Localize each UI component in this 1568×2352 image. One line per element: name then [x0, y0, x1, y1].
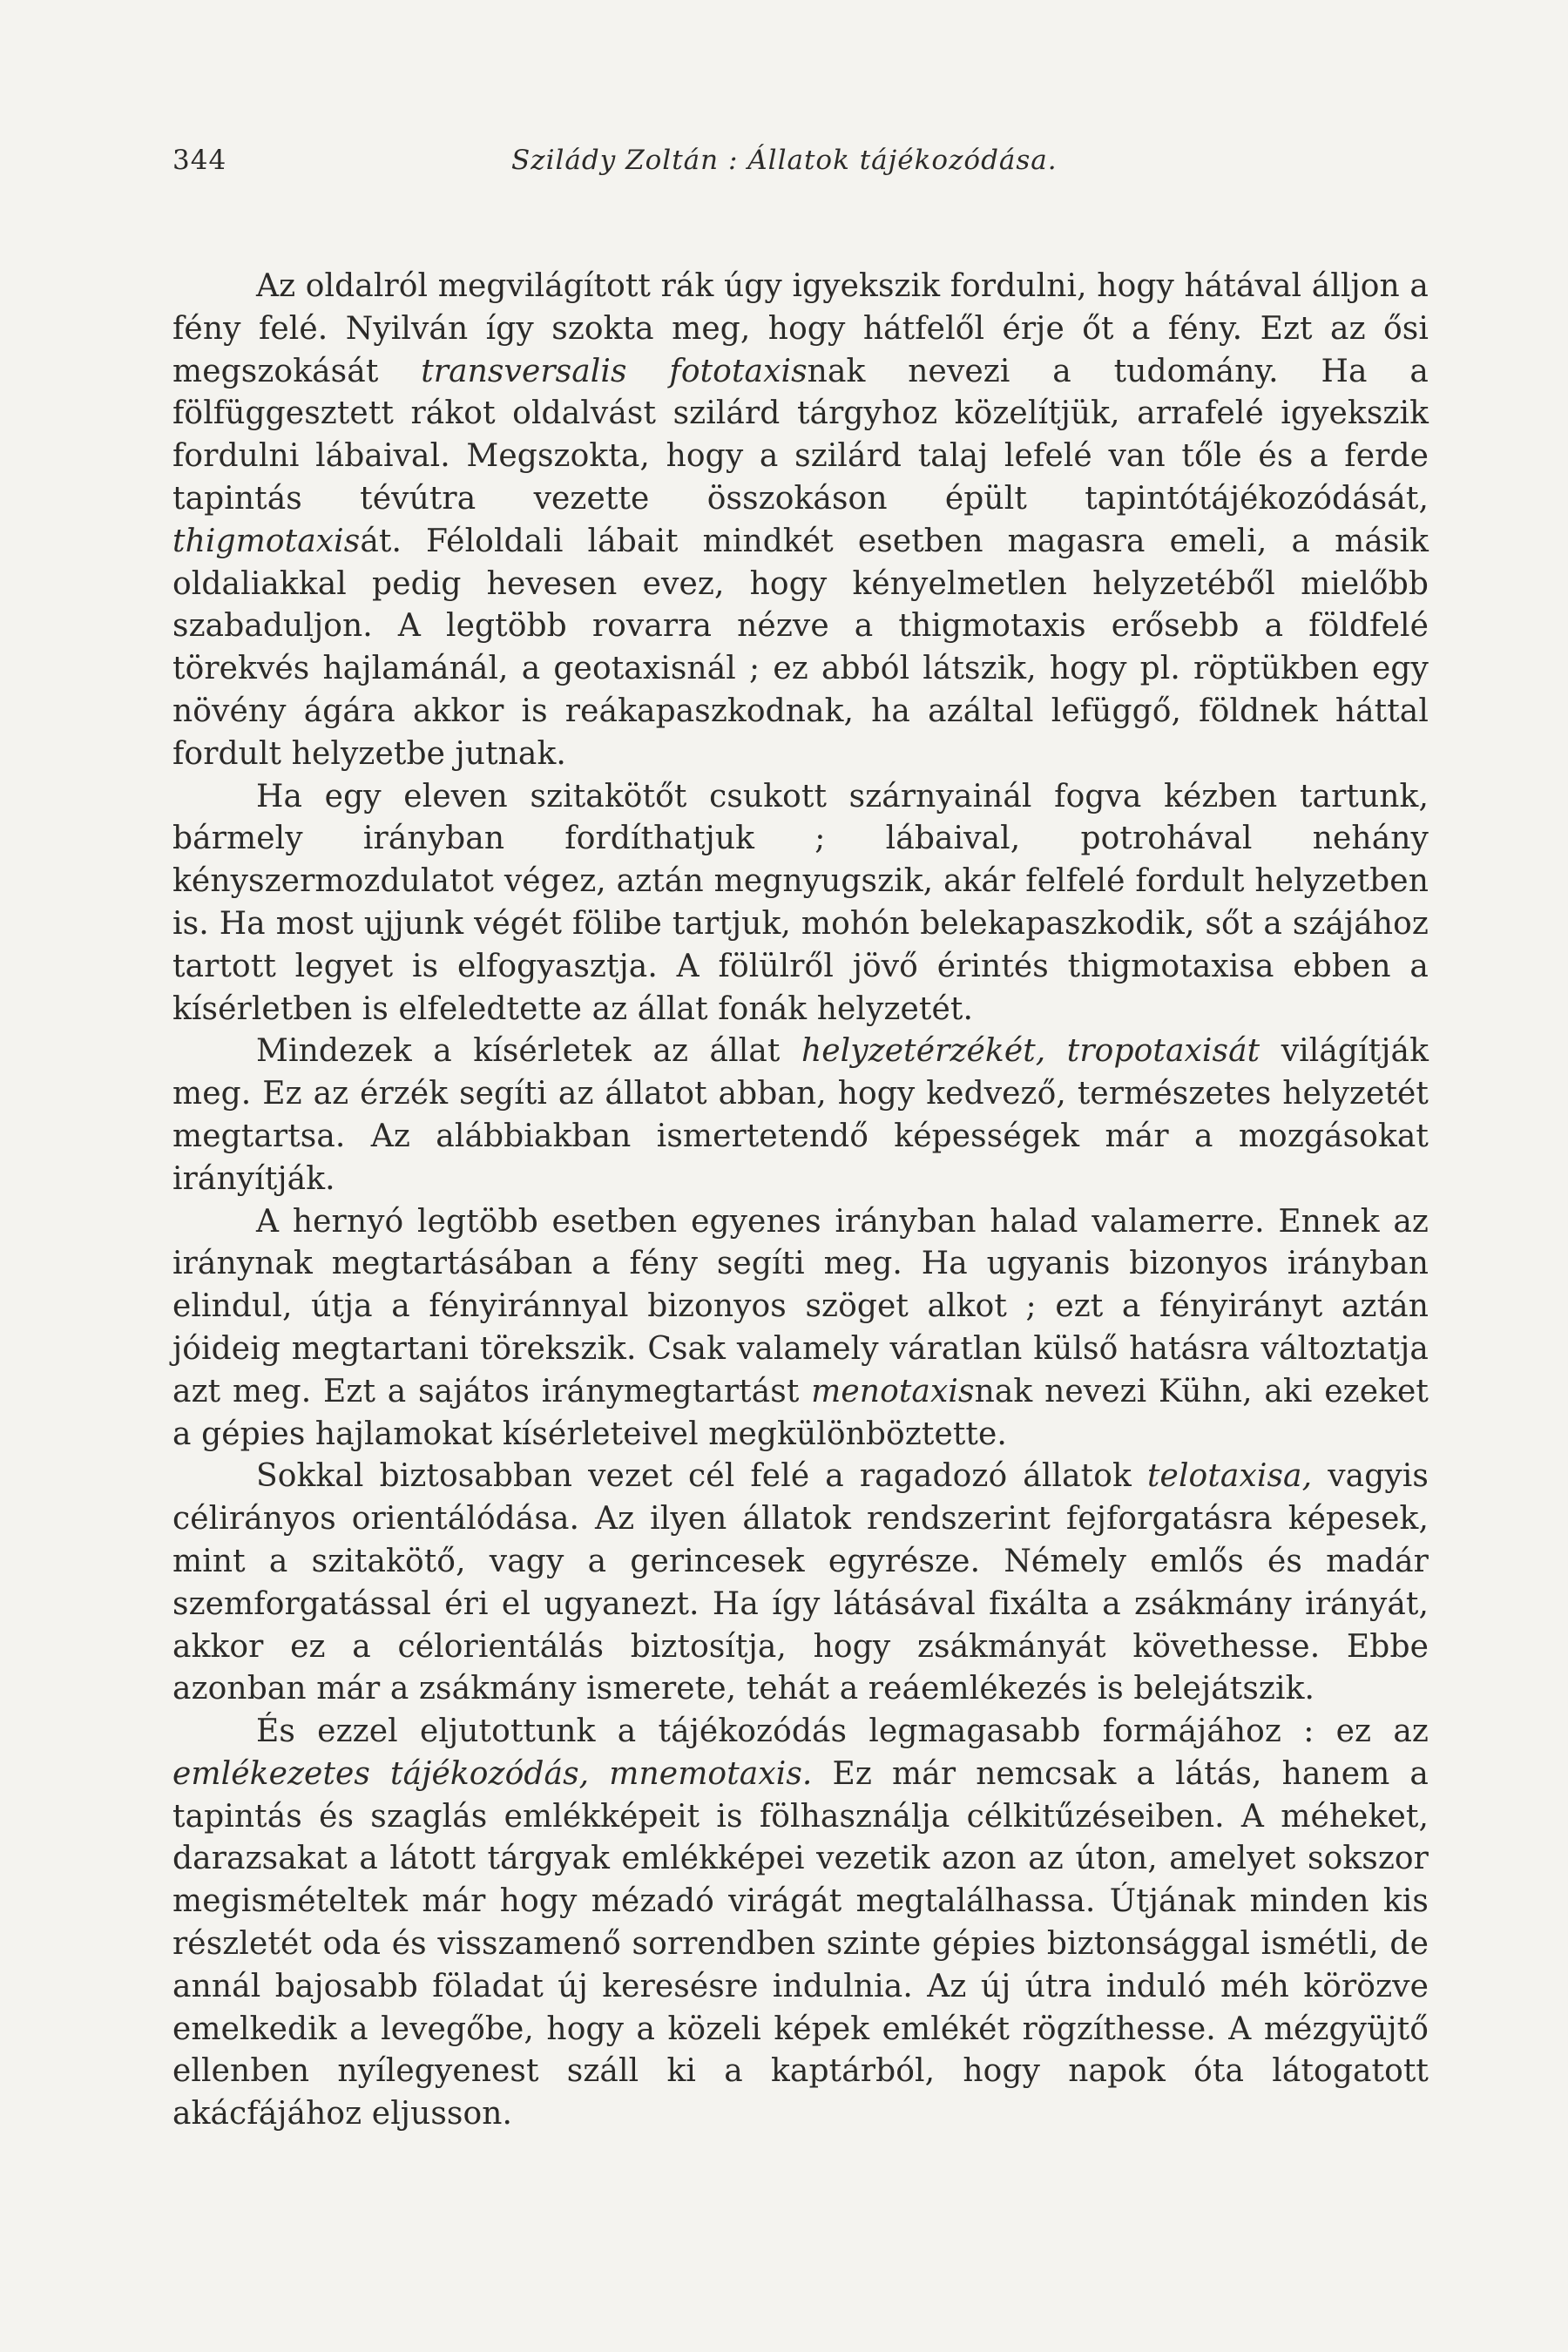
italic-term: menotaxis [811, 1373, 975, 1409]
page-header [172, 139, 1427, 181]
paragraph-5 [172, 1456, 1429, 1711]
text-run: Mindezek a kísérletek az állat [256, 1033, 801, 1070]
text-run: A hernyó legtöbb esetben egyenes irányban halad valamerre. Ennek az iránynak megtartásában a fény segíti meg. Ha ugyanis bizonyos irányban elindul, útja a fényiránnyal bizonyos szöget alkot ; ezt a fényirányt aztán jóideig megtartani törekszik. Csak valamely váratlan külső hatásra változtatja azt meg. Ezt a sajátos iránymegtartást [172, 1203, 1429, 1409]
text-run: Az oldalról megvilágított rák úgy igyekszik fordulni, hogy hátával álljon a fény felé. Nyilván így szokta meg, hogy hátfelől érje őt a fény. Ezt az ősi megszokását [172, 268, 1429, 389]
text-run: nak nevezi Kühn, aki ezeket a gépies hajlamokat kísérleteivel megkülönböztette. [172, 1373, 1429, 1452]
text-run: Ez már nemcsak a látás, hanem a tapintás és szaglás emlékképeit is fölhasználja célkitűzéseiben. A méheket, darazsakat a látott tárgyak emlékképei vezetik azon az úton, amelyet sokszor megismételtek már hogy mézadó virágát megtalálhassa. Útjának minden kis részletét oda és visszamenő sorrendben szinte gépies biztonsággal ismétli, de annál bajosabb föladat új keresésre indulnia. Az új útra induló méh körözve emelkedik a levegőbe, hogy a közeli képek emlékét rögzíthesse. A mézgyüjtő ellenben nyílegyenest száll ki a kaptárból, hogy napok óta látogatott akácfájához eljusson. [172, 1755, 1429, 2132]
text-run: át. Féloldali lábait mindkét esetben magasra emeli, a másik oldaliakkal pedig hevesen evez, hogy kényelmetlen helyzetéből mielőbb szabaduljon. A legtöbb rovarra nézve a thigmotaxis erősebb a földfelé törekvés hajlamánál, a geotaxisnál ; ez abból látszik, hogy pl. röptükben egy növény ágára akkor is reákapaszkodnak, ha azáltal lefüggő, földnek háttal fordult helyzetbe jutnak. [172, 523, 1429, 772]
italic-term: thigmotaxis [172, 523, 361, 559]
text-run: nak nevezi a tudomány. Ha a fölfüggesztett rákot oldalvást szilárd tárgyhoz közelítjük, arrafelé igyekszik fordulni lábaival. Megszokta, hogy a szilárd talaj lefelé van tőle és a ferde tapintás tévútra vezette összokáson épült tapintótájékozódását, [172, 353, 1429, 517]
italic-term: helyzetérzékét, tropotaxisát [801, 1033, 1260, 1070]
paragraph-1 [172, 266, 1429, 776]
italic-term: transversalis fototaxis [421, 353, 808, 389]
paragraph-6 [172, 1711, 1429, 2136]
text-run: világítják meg. Ez az érzék segíti az állatot abban, hogy kedvező, természetes helyzetét megtartsa. Az alábbiakban ismertetendő képességek már a mozgásokat irányítják. [172, 1033, 1429, 1197]
paragraph-4 [172, 1201, 1429, 1456]
italic-term: telotaxisa, [1146, 1458, 1313, 1495]
text-run: Ha egy eleven szitakötőt csukott szárnyainál fogva kézben tartunk, bármely irányban fordíthatjuk ; lábaival, potrohával nehány kényszermozdulatot végez, aztán megnyugszik, akár felfelé fordult helyzetben is. Ha most ujjunk végét fölibe tartjuk, mohón belekapaszkodik, sőt a szájához tartott legyet is elfogyasztja. A fölülről jövő érintés thigmotaxisa ebben a kísérletben is elfeledtette az állat fonák helyzetét. [172, 778, 1429, 1027]
running-title: Szilády Zoltán : Állatok tájékozódása. [511, 145, 1058, 176]
italic-term: emlékezetes tájékozódás, mnemotaxis. [172, 1755, 813, 1792]
text-run: És ezzel eljutottunk a tájékozódás legmagasabb formájához : ez az [256, 1713, 1429, 1750]
body-text [172, 266, 1429, 2136]
page-number: 344 [172, 145, 227, 176]
text-run: vagyis célirányos orientálódása. Az ilyen állatok rendszerint fejforgatásra képesek, mint a szitakötő, vagy a gerincesek egyrésze. Némely emlős és madár szemforgatással éri el ugyanezt. Ha így látásával fixálta a zsákmány irányát, akkor ez a célorientálás biztosítja, hogy zsákmányát követhesse. Ebbe azonban már a zsákmány ismerete, tehát a reáemlékezés is belejátszik. [172, 1458, 1429, 1707]
paragraph-3 [172, 1031, 1429, 1200]
text-run: Sokkal biztosabban vezet cél felé a ragadozó állatok [256, 1458, 1147, 1495]
paragraph-2 [172, 776, 1429, 1031]
